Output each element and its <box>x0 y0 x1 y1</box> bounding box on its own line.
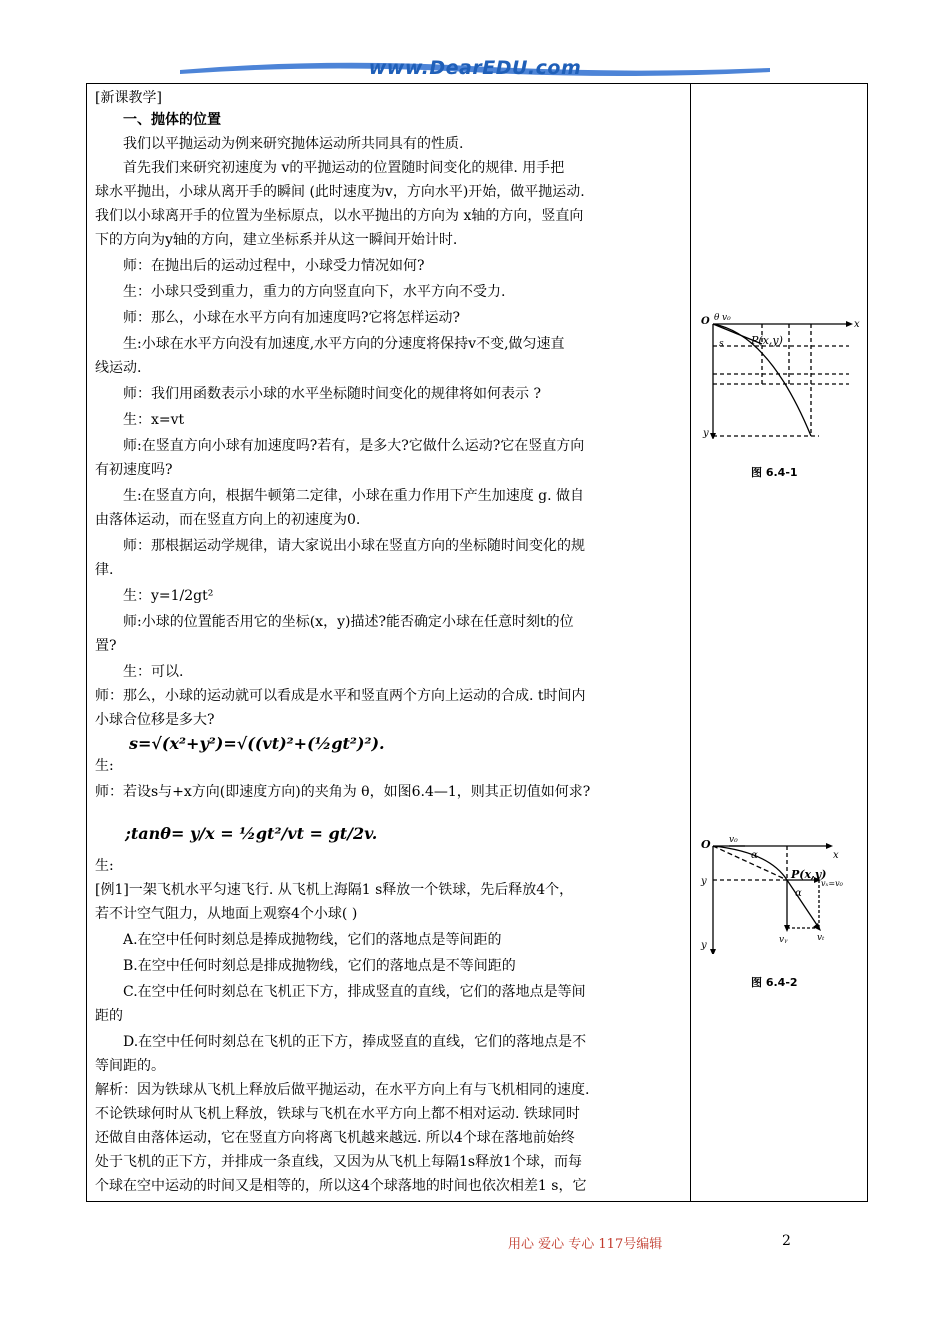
option-d: D.在空中任何时刻总在飞机的正下方，捧成竖直的直线，它们的落地点是不 <box>123 1034 587 1050</box>
text-line: 还做自由落体运动，它在竖直方向将离飞机越来越远. 所以4个球在落地前始终 <box>95 1130 575 1146</box>
text-line: 由落体运动，而在竖直方向上的初速度为0. <box>95 512 361 528</box>
fig1-x: x <box>854 319 860 330</box>
text-line: 生：小球只受到重力，重力的方向竖直向下，水平方向不受力. <box>123 284 506 300</box>
text-line: 生: <box>95 858 114 874</box>
fig2-alpha1: α <box>751 850 758 861</box>
fig2-x: x <box>833 850 839 861</box>
site-banner <box>170 56 780 84</box>
text-line: 律. <box>95 562 114 578</box>
text-line: 生:小球在水平方向没有加速度,水平方向的分速度将保持v不变,做匀速直 <box>123 336 565 352</box>
text-line: 处于飞机的正下方，并排成一条直线，又因为从飞机上每隔1s释放1个球，而每 <box>95 1154 582 1170</box>
lesson-table <box>86 83 868 1202</box>
text-line: 生：x=vt <box>123 412 185 428</box>
fig2-y-axis: y <box>701 940 707 951</box>
figure-6-4-2-caption: 图 6.4-2 <box>751 976 798 989</box>
text-line: 等间距的。 <box>95 1058 165 1074</box>
fig2-alpha2: α <box>795 888 802 899</box>
footer-text: 用心 爱心 专心 117号编辑 <box>508 1237 663 1252</box>
text-line: 生:在竖直方向，根据牛顿第二定律，小球在重力作用下产生加速度 g. 做自 <box>123 488 585 504</box>
text-line: 师：那么，小球在水平方向有加速度吗?它将怎样运动? <box>123 310 461 326</box>
text-line: [例1]一架飞机水平匀速飞行. 从飞机上海隔1 s释放一个铁球，先后释放4个， <box>95 882 574 898</box>
text-line: 师：我们用函数表示小球的水平坐标随时间变化的规律将如何表示 ? <box>123 386 541 402</box>
text-line: 球水平抛出，小球从离开手的瞬间 (此时速度为v，方向水平)开始，做平抛运动. <box>95 184 585 200</box>
fig2-vy: vᵧ <box>779 935 788 945</box>
text-line: 个球在空中运动的时间又是相等的，所以这4个球落地的时间也依次相差1 s，它 <box>95 1178 587 1194</box>
figure-6-4-1 <box>699 304 869 439</box>
text-line: 置? <box>95 638 117 654</box>
section-label: [新课教学] <box>95 90 162 106</box>
text-line: 师：在抛出后的运动过程中，小球受力情况如何? <box>123 258 425 274</box>
text-line: 小球合位移是多大? <box>95 712 215 728</box>
text-line: 不论铁球何时从飞机上释放，铁球与飞机在水平方向上都不相对运动. 铁球同时 <box>95 1106 580 1122</box>
fig1-s: s <box>719 339 724 349</box>
section-heading: 一、抛体的位置 <box>123 112 221 128</box>
text-line: 我们以平抛运动为例来研究抛体运动所共同具有的性质. <box>123 136 464 152</box>
text-line: 距的 <box>95 1008 123 1024</box>
page-number: 2 <box>782 1233 791 1249</box>
text-line: 首先我们来研究初速度为 v的平抛运动的位置随时间变化的规律. 用手把 <box>123 160 565 176</box>
fig1-v0: v₀ <box>722 313 731 323</box>
text-line: 师:在竖直方向小球有加速度吗?若有，是多大?它做什么运动?它在竖直方向 <box>123 438 585 454</box>
fig2-point: P(x,y) <box>791 868 827 881</box>
option-a: A.在空中任何时刻总是捧成抛物线，它们的落地点是等间距的 <box>123 932 502 948</box>
site-url: www.DearEDU.com <box>368 57 582 79</box>
fig2-v0: v₀ <box>729 835 738 845</box>
text-line: 师:小球的位置能否用它的坐标(x，y)描述?能否确定小球在任意时刻t的位 <box>123 614 574 630</box>
text-line: 下的方向为y轴的方向，建立坐标系并从这一瞬间开始计时. <box>95 232 458 248</box>
lesson-content-cell <box>87 84 691 1202</box>
fig2-origin: O <box>701 838 711 851</box>
text-line: 线运动. <box>95 360 142 376</box>
option-c: C.在空中任何时刻总在飞机正下方，排成竖直的直线，它们的落地点是等间 <box>123 984 586 1000</box>
text-line: 师：那根据运动学规律，请大家说出小球在竖直方向的坐标随时间变化的规 <box>123 538 585 554</box>
fig2-vx: vₓ=v₀ <box>821 879 843 888</box>
figure-6-4-2 <box>699 824 871 954</box>
text-line: 若不计空气阻力，从地面上观察4个小球( ) <box>95 906 358 922</box>
option-b: B.在空中任何时刻总是排成抛物线，它们的落地点是不等间距的 <box>123 958 516 974</box>
displacement-formula: s=√(x²+y²)=√((vt)²+(½gt²)²). <box>129 734 385 753</box>
fig1-origin: O <box>701 316 710 327</box>
text-line: 我们以小球离开手的位置为坐标原点，以水平抛出的方向为 x轴的方向，竖直向 <box>95 208 584 224</box>
fig1-y: y <box>703 428 709 439</box>
text-line: 师：那么，小球的运动就可以看成是水平和竖直两个方向上运动的合成. t时间内 <box>95 688 586 704</box>
text-line: 生：可以. <box>123 664 184 680</box>
text-line: 生: <box>95 758 114 774</box>
tangent-formula: ;tanθ= y/x = ½gt²/vt = gt/2v. <box>125 824 378 843</box>
text-line: 生：y=1/2gt² <box>123 588 214 604</box>
text-line: 师：若设s与+x方向(即速度方向)的夹角为 θ，如图6.4—1，则其正切值如何求? <box>95 784 591 800</box>
text-line: 有初速度吗? <box>95 462 173 478</box>
fig1-point: P(x,y) <box>751 334 783 347</box>
figure-6-4-1-caption: 图 6.4-1 <box>751 466 798 479</box>
fig2-y-mid: y <box>701 876 707 887</box>
text-line: 解析：因为铁球从飞机上释放后做平抛运动，在水平方向上有与飞机相同的速度. <box>95 1082 590 1098</box>
fig2-vt: vₜ <box>817 933 825 943</box>
fig1-theta: θ <box>714 313 720 323</box>
figure-cell <box>691 84 868 1202</box>
